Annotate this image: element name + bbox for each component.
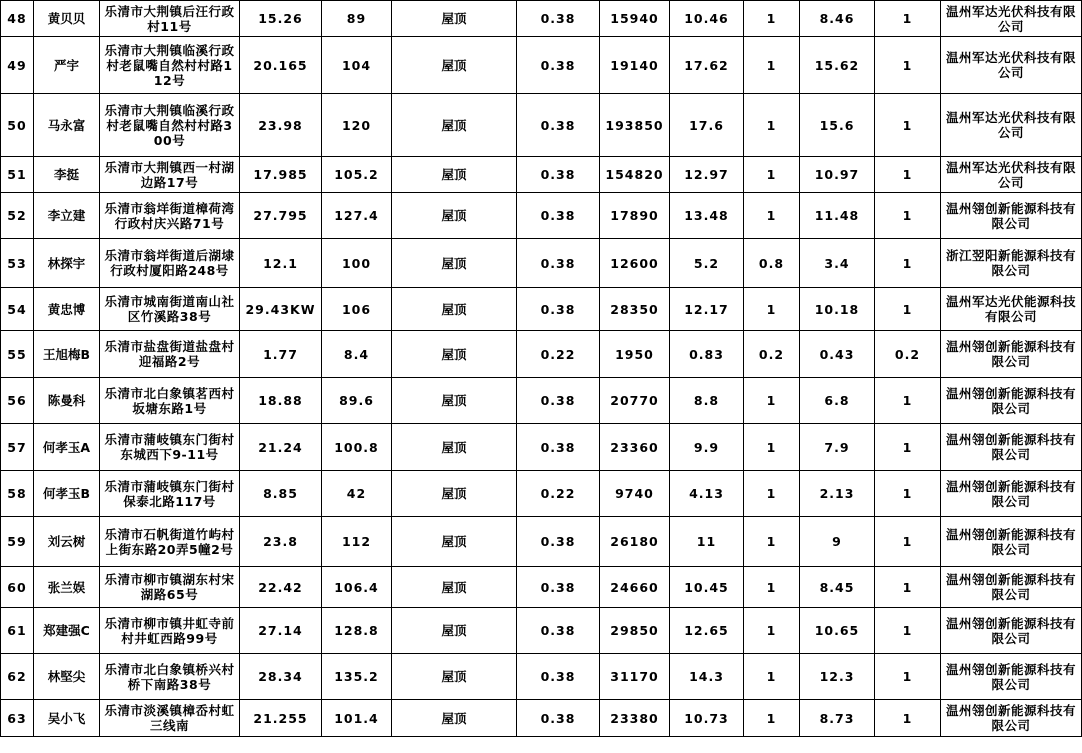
price-cell: 0.38 <box>517 288 600 331</box>
value3-cell: 1 <box>875 193 941 239</box>
address-cell: 乐清市石帆街道竹屿村上街东路20弄5幢2号 <box>100 517 240 567</box>
value3-cell: 1 <box>875 567 941 608</box>
company-cell: 温州翎创新能源科技有限公司 <box>941 331 1082 378</box>
row-number-cell: 56 <box>1 378 34 424</box>
price-cell: 0.38 <box>517 424 600 471</box>
table-row <box>1 288 1082 331</box>
value2-cell: 10.65 <box>800 608 875 654</box>
area-cell: 100.8 <box>322 424 392 471</box>
value1-cell: 1 <box>744 378 800 424</box>
capacity-cell: 27.795 <box>240 193 322 239</box>
price-cell: 0.38 <box>517 654 600 700</box>
company-cell: 浙江翌阳新能源科技有限公司 <box>941 239 1082 288</box>
total-cell: 12.65 <box>670 608 744 654</box>
capacity-cell: 23.98 <box>240 94 322 157</box>
value3-cell: 1 <box>875 1 941 37</box>
area-cell: 105.2 <box>322 157 392 193</box>
amount-cell: 23380 <box>600 700 670 737</box>
install-type-cell: 屋顶 <box>392 288 517 331</box>
table-row <box>1 424 1082 471</box>
table-row <box>1 37 1082 94</box>
value2-cell: 8.45 <box>800 567 875 608</box>
area-cell: 106 <box>322 288 392 331</box>
table-row <box>1 378 1082 424</box>
owner-name-cell: 郑建强C <box>34 608 100 654</box>
price-cell: 0.38 <box>517 517 600 567</box>
total-cell: 12.97 <box>670 157 744 193</box>
capacity-cell: 18.88 <box>240 378 322 424</box>
area-cell: 101.4 <box>322 700 392 737</box>
price-cell: 0.38 <box>517 94 600 157</box>
price-cell: 0.22 <box>517 471 600 517</box>
row-number-cell: 61 <box>1 608 34 654</box>
price-cell: 0.38 <box>517 608 600 654</box>
value3-cell: 1 <box>875 608 941 654</box>
address-cell: 乐清市淡溪镇樟岙村虹三线南 <box>100 700 240 737</box>
total-cell: 4.13 <box>670 471 744 517</box>
row-number-cell: 55 <box>1 331 34 378</box>
capacity-cell: 15.26 <box>240 1 322 37</box>
table-row <box>1 471 1082 517</box>
amount-cell: 12600 <box>600 239 670 288</box>
company-cell: 温州翎创新能源科技有限公司 <box>941 424 1082 471</box>
value1-cell: 1 <box>744 157 800 193</box>
total-cell: 0.83 <box>670 331 744 378</box>
area-cell: 89 <box>322 1 392 37</box>
value3-cell: 1 <box>875 424 941 471</box>
total-cell: 13.48 <box>670 193 744 239</box>
amount-cell: 24660 <box>600 567 670 608</box>
price-cell: 0.38 <box>517 700 600 737</box>
value2-cell: 15.62 <box>800 37 875 94</box>
value2-cell: 7.9 <box>800 424 875 471</box>
value3-cell: 1 <box>875 517 941 567</box>
value2-cell: 2.13 <box>800 471 875 517</box>
owner-name-cell: 马永富 <box>34 94 100 157</box>
capacity-cell: 1.77 <box>240 331 322 378</box>
amount-cell: 154820 <box>600 157 670 193</box>
value1-cell: 1 <box>744 94 800 157</box>
table-row <box>1 567 1082 608</box>
value1-cell: 1 <box>744 567 800 608</box>
value2-cell: 10.97 <box>800 157 875 193</box>
capacity-cell: 21.255 <box>240 700 322 737</box>
install-type-cell: 屋顶 <box>392 471 517 517</box>
owner-name-cell: 刘云树 <box>34 517 100 567</box>
row-number-cell: 49 <box>1 37 34 94</box>
company-cell: 温州军达光伏科技有限公司 <box>941 1 1082 37</box>
value2-cell: 12.3 <box>800 654 875 700</box>
install-type-cell: 屋顶 <box>392 700 517 737</box>
price-cell: 0.38 <box>517 567 600 608</box>
owner-name-cell: 何孝玉B <box>34 471 100 517</box>
capacity-cell: 27.14 <box>240 608 322 654</box>
company-cell: 温州翎创新能源科技有限公司 <box>941 608 1082 654</box>
value1-cell: 0.8 <box>744 239 800 288</box>
capacity-cell: 8.85 <box>240 471 322 517</box>
value2-cell: 15.6 <box>800 94 875 157</box>
capacity-cell: 23.8 <box>240 517 322 567</box>
owner-name-cell: 何孝玉A <box>34 424 100 471</box>
area-cell: 8.4 <box>322 331 392 378</box>
address-cell: 乐清市柳市镇湖东村宋湖路65号 <box>100 567 240 608</box>
address-cell: 乐清市盐盘街道盐盘村迎福路2号 <box>100 331 240 378</box>
value3-cell: 0.2 <box>875 331 941 378</box>
area-cell: 127.4 <box>322 193 392 239</box>
row-number-cell: 58 <box>1 471 34 517</box>
capacity-cell: 20.165 <box>240 37 322 94</box>
install-type-cell: 屋顶 <box>392 157 517 193</box>
value3-cell: 1 <box>875 37 941 94</box>
install-type-cell: 屋顶 <box>392 424 517 471</box>
area-cell: 112 <box>322 517 392 567</box>
owner-name-cell: 吴小飞 <box>34 700 100 737</box>
value1-cell: 1 <box>744 608 800 654</box>
value3-cell: 1 <box>875 94 941 157</box>
value2-cell: 6.8 <box>800 378 875 424</box>
company-cell: 温州军达光伏科技有限公司 <box>941 94 1082 157</box>
install-type-cell: 屋顶 <box>392 1 517 37</box>
amount-cell: 20770 <box>600 378 670 424</box>
area-cell: 120 <box>322 94 392 157</box>
row-number-cell: 50 <box>1 94 34 157</box>
price-cell: 0.22 <box>517 331 600 378</box>
owner-name-cell: 王旭梅B <box>34 331 100 378</box>
row-number-cell: 54 <box>1 288 34 331</box>
amount-cell: 19140 <box>600 37 670 94</box>
company-cell: 温州翎创新能源科技有限公司 <box>941 654 1082 700</box>
install-type-cell: 屋顶 <box>392 331 517 378</box>
area-cell: 42 <box>322 471 392 517</box>
company-cell: 温州翎创新能源科技有限公司 <box>941 193 1082 239</box>
area-cell: 104 <box>322 37 392 94</box>
install-type-cell: 屋顶 <box>392 193 517 239</box>
address-cell: 乐清市蒲岐镇东门街村东城西下9-11号 <box>100 424 240 471</box>
area-cell: 128.8 <box>322 608 392 654</box>
company-cell: 温州军达光伏科技有限公司 <box>941 37 1082 94</box>
price-cell: 0.38 <box>517 378 600 424</box>
value1-cell: 1 <box>744 193 800 239</box>
table-row <box>1 517 1082 567</box>
row-number-cell: 48 <box>1 1 34 37</box>
row-number-cell: 59 <box>1 517 34 567</box>
company-cell: 温州翎创新能源科技有限公司 <box>941 378 1082 424</box>
value1-cell: 0.2 <box>744 331 800 378</box>
table-row <box>1 654 1082 700</box>
value2-cell: 9 <box>800 517 875 567</box>
value1-cell: 1 <box>744 424 800 471</box>
value2-cell: 10.18 <box>800 288 875 331</box>
total-cell: 11 <box>670 517 744 567</box>
address-cell: 乐清市大荆镇后汪行政村11号 <box>100 1 240 37</box>
install-type-cell: 屋顶 <box>392 37 517 94</box>
value3-cell: 1 <box>875 700 941 737</box>
area-cell: 135.2 <box>322 654 392 700</box>
amount-cell: 17890 <box>600 193 670 239</box>
value3-cell: 1 <box>875 239 941 288</box>
value1-cell: 1 <box>744 37 800 94</box>
install-type-cell: 屋顶 <box>392 94 517 157</box>
address-cell: 乐清市北白象镇茗西村坂塘东路1号 <box>100 378 240 424</box>
amount-cell: 26180 <box>600 517 670 567</box>
amount-cell: 193850 <box>600 94 670 157</box>
address-cell: 乐清市翁垟街道樟荷湾行政村庆兴路71号 <box>100 193 240 239</box>
row-number-cell: 53 <box>1 239 34 288</box>
value2-cell: 11.48 <box>800 193 875 239</box>
total-cell: 9.9 <box>670 424 744 471</box>
company-cell: 温州翎创新能源科技有限公司 <box>941 517 1082 567</box>
price-cell: 0.38 <box>517 193 600 239</box>
total-cell: 14.3 <box>670 654 744 700</box>
value1-cell: 1 <box>744 1 800 37</box>
capacity-cell: 12.1 <box>240 239 322 288</box>
owner-name-cell: 李挺 <box>34 157 100 193</box>
amount-cell: 9740 <box>600 471 670 517</box>
value3-cell: 1 <box>875 288 941 331</box>
install-type-cell: 屋顶 <box>392 654 517 700</box>
capacity-cell: 28.34 <box>240 654 322 700</box>
address-cell: 乐清市城南街道南山社区竹溪路38号 <box>100 288 240 331</box>
owner-name-cell: 林探宇 <box>34 239 100 288</box>
value2-cell: 8.46 <box>800 1 875 37</box>
value1-cell: 1 <box>744 654 800 700</box>
row-number-cell: 60 <box>1 567 34 608</box>
table-row <box>1 700 1082 737</box>
company-cell: 温州翎创新能源科技有限公司 <box>941 471 1082 517</box>
row-number-cell: 52 <box>1 193 34 239</box>
value1-cell: 1 <box>744 471 800 517</box>
address-cell: 乐清市蒲岐镇东门街村保泰北路117号 <box>100 471 240 517</box>
install-type-cell: 屋顶 <box>392 567 517 608</box>
value3-cell: 1 <box>875 157 941 193</box>
table-row <box>1 193 1082 239</box>
value2-cell: 3.4 <box>800 239 875 288</box>
table-row <box>1 157 1082 193</box>
owner-name-cell: 黄贝贝 <box>34 1 100 37</box>
total-cell: 5.2 <box>670 239 744 288</box>
table-row <box>1 331 1082 378</box>
address-cell: 乐清市柳市镇井虹寺前村井虹西路99号 <box>100 608 240 654</box>
address-cell: 乐清市翁垟街道后湖埭行政村厦阳路248号 <box>100 239 240 288</box>
value2-cell: 8.73 <box>800 700 875 737</box>
address-cell: 乐清市北白象镇桥兴村桥下南路38号 <box>100 654 240 700</box>
row-number-cell: 62 <box>1 654 34 700</box>
price-cell: 0.38 <box>517 37 600 94</box>
owner-name-cell: 陈曼科 <box>34 378 100 424</box>
install-type-cell: 屋顶 <box>392 608 517 654</box>
row-number-cell: 57 <box>1 424 34 471</box>
company-cell: 温州军达光伏科技有限公司 <box>941 157 1082 193</box>
capacity-cell: 22.42 <box>240 567 322 608</box>
table-row <box>1 608 1082 654</box>
total-cell: 17.6 <box>670 94 744 157</box>
amount-cell: 31170 <box>600 654 670 700</box>
row-number-cell: 51 <box>1 157 34 193</box>
table-row <box>1 239 1082 288</box>
total-cell: 12.17 <box>670 288 744 331</box>
total-cell: 10.45 <box>670 567 744 608</box>
amount-cell: 15940 <box>600 1 670 37</box>
amount-cell: 28350 <box>600 288 670 331</box>
price-cell: 0.38 <box>517 157 600 193</box>
value1-cell: 1 <box>744 517 800 567</box>
row-number-cell: 63 <box>1 700 34 737</box>
value3-cell: 1 <box>875 378 941 424</box>
owner-name-cell: 林堅尖 <box>34 654 100 700</box>
owner-name-cell: 张兰娱 <box>34 567 100 608</box>
company-cell: 温州翎创新能源科技有限公司 <box>941 700 1082 737</box>
value2-cell: 0.43 <box>800 331 875 378</box>
area-cell: 89.6 <box>322 378 392 424</box>
total-cell: 8.8 <box>670 378 744 424</box>
address-cell: 乐清市大荆镇临溪行政村老鼠嘴自然村村路112号 <box>100 37 240 94</box>
area-cell: 100 <box>322 239 392 288</box>
value1-cell: 1 <box>744 700 800 737</box>
amount-cell: 1950 <box>600 331 670 378</box>
value1-cell: 1 <box>744 288 800 331</box>
owner-name-cell: 李立建 <box>34 193 100 239</box>
install-type-cell: 屋顶 <box>392 378 517 424</box>
value3-cell: 1 <box>875 654 941 700</box>
area-cell: 106.4 <box>322 567 392 608</box>
capacity-cell: 21.24 <box>240 424 322 471</box>
capacity-cell: 17.985 <box>240 157 322 193</box>
amount-cell: 29850 <box>600 608 670 654</box>
price-cell: 0.38 <box>517 239 600 288</box>
table-row <box>1 94 1082 157</box>
address-cell: 乐清市大荆镇临溪行政村老鼠嘴自然村村路300号 <box>100 94 240 157</box>
install-type-cell: 屋顶 <box>392 517 517 567</box>
address-cell: 乐清市大荆镇西一村湖边路17号 <box>100 157 240 193</box>
table-body <box>1 1 1082 737</box>
total-cell: 17.62 <box>670 37 744 94</box>
capacity-cell: 29.43KW <box>240 288 322 331</box>
price-cell: 0.38 <box>517 1 600 37</box>
total-cell: 10.46 <box>670 1 744 37</box>
table-row <box>1 1 1082 37</box>
owner-name-cell: 黄忠博 <box>34 288 100 331</box>
owner-name-cell: 严宇 <box>34 37 100 94</box>
install-type-cell: 屋顶 <box>392 239 517 288</box>
value3-cell: 1 <box>875 471 941 517</box>
total-cell: 10.73 <box>670 700 744 737</box>
company-cell: 温州军达光伏能源科技有限公司 <box>941 288 1082 331</box>
company-cell: 温州翎创新能源科技有限公司 <box>941 567 1082 608</box>
amount-cell: 23360 <box>600 424 670 471</box>
